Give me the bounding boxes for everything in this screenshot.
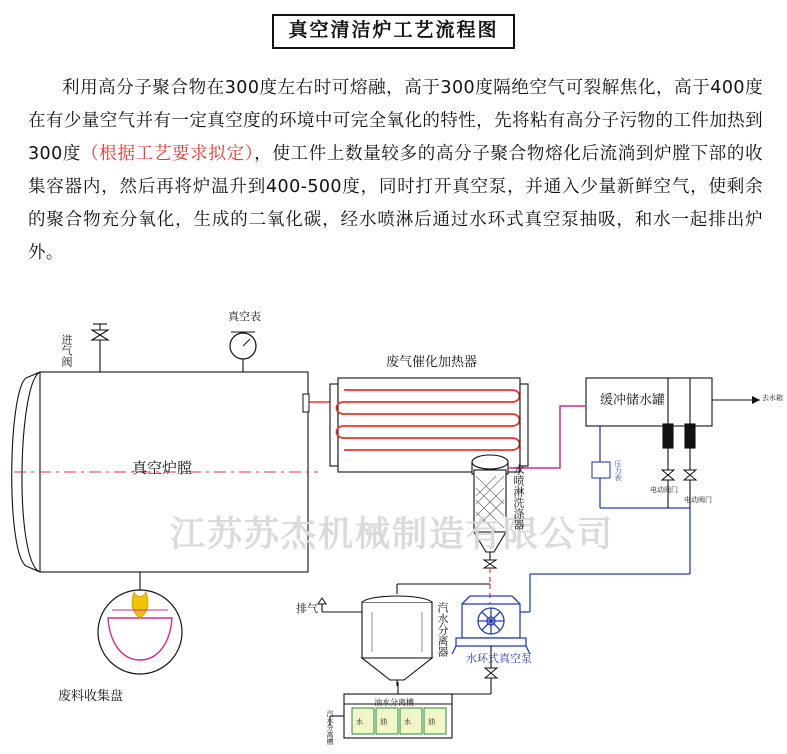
label-pressure-gauge: 压力表 xyxy=(614,460,622,481)
diagram-svg xyxy=(0,312,787,754)
paragraph-highlight: （根据工艺要求拟定） xyxy=(81,144,255,164)
label-water-ring-pump: 水环式真空泵 xyxy=(466,652,532,665)
label-tank-left: 汽水分离槽 xyxy=(326,710,334,745)
label-waste-tray: 废料收集盘 xyxy=(58,689,124,704)
paragraph-part-1: 利用高分子聚合物在300度左右时可熔融，高于300度隔绝空气可裂解焦化，高于400度在有少量空气并有一定真空度的环境中可完全氧化的特性，先将粘有高分子污物的工件加热到300度 xyxy=(28,78,763,164)
vapour-separator-body xyxy=(362,602,432,658)
label-buffer-tank: 缓冲储水罐 xyxy=(600,393,666,408)
heater-left-header xyxy=(330,384,338,466)
cell-label-2: 油 xyxy=(380,718,387,726)
label-furnace-chamber: 真空炉膛 xyxy=(132,459,193,477)
page-title: 真空清洁炉工艺流程图 xyxy=(272,14,514,49)
label-vacuum-gauge: 真空表 xyxy=(228,310,261,323)
discharge-valve xyxy=(485,668,497,678)
washer-cone xyxy=(474,532,506,552)
label-catalytic-heater: 废气催化加热器 xyxy=(386,355,478,370)
intake-valve-symbol xyxy=(92,330,108,340)
label-exhaust: 排气 xyxy=(296,602,318,615)
process-flow-diagram xyxy=(0,312,787,754)
label-oil-water-tank: 油水分离槽 xyxy=(374,698,414,707)
label-spray-washer: 水喷淋洗涤器 xyxy=(512,464,525,530)
label-vapour-separator: 汽水分离器 xyxy=(436,602,449,657)
title-container xyxy=(0,14,787,49)
label-pipe-out: 去水箱 xyxy=(762,394,783,402)
paragraph-part-2: ，使工件上数量较多的高分子聚合物熔化后流淌到炉膛下部的收集容器内，然后再将炉温升到400-500度，同时打开真空泵，并通入少量新鲜空气，使剩余的聚合物充分氧化，生成的二氧化碳，经水喷淋后通过水环式真空泵抽吸，和水一起排出炉外。 xyxy=(28,144,763,263)
washer-drain-valve xyxy=(484,560,496,568)
label-intake-valve: 进气阀 xyxy=(60,334,73,367)
separator-cone xyxy=(362,658,432,680)
pressure-gauge-box xyxy=(592,462,610,478)
cell-label-1: 水 xyxy=(356,718,363,726)
flange-left xyxy=(303,394,309,412)
watermark-text: 江苏苏杰机械制造有限公司 xyxy=(169,515,614,555)
label-valve-left: 电动阀门 xyxy=(650,486,678,494)
description-paragraph xyxy=(28,72,763,270)
heater-right-header xyxy=(520,384,528,466)
label-valve-right: 电动阀门 xyxy=(684,496,712,504)
cell-label-4: 油 xyxy=(428,718,435,726)
cell-label-3: 水 xyxy=(404,718,411,726)
